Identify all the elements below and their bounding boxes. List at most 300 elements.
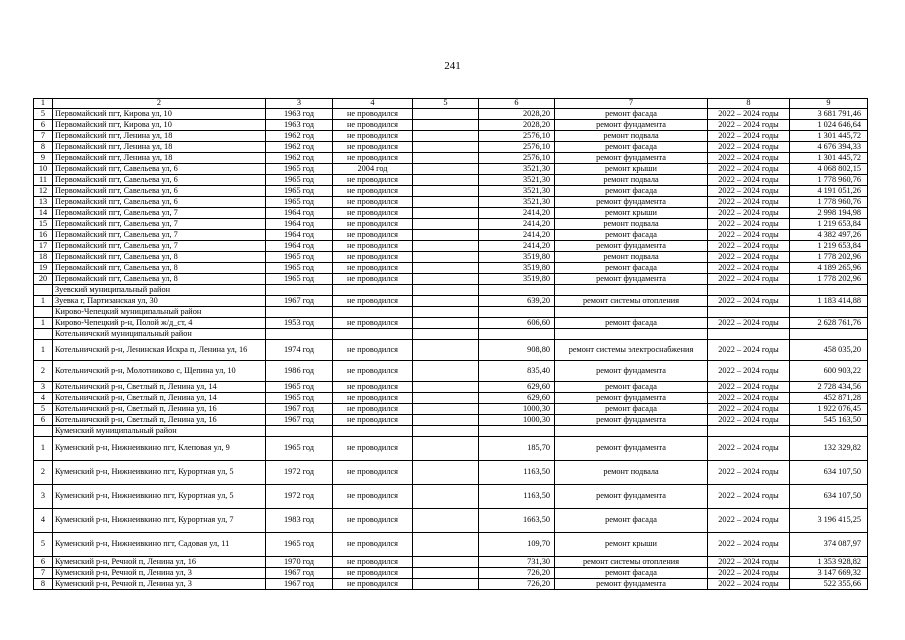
last-repair-year: не проводился xyxy=(333,186,413,197)
address: Первомайский пгт, Савельева ул, 6 xyxy=(53,164,266,175)
cost: 1 301 445,72 xyxy=(790,153,868,164)
build-year: 1963 год xyxy=(266,120,333,131)
area: 726,20 xyxy=(479,568,555,579)
column-number: 9 xyxy=(790,99,868,109)
cost: 1 778 202,96 xyxy=(790,252,868,263)
column-5 xyxy=(413,263,479,274)
period: 2022 – 2024 годы xyxy=(708,393,790,404)
column-5 xyxy=(413,175,479,186)
period: 2022 – 2024 годы xyxy=(708,485,790,509)
address: Котельничский р-н, Светлый п, Ленина ул, 14 xyxy=(53,393,266,404)
cost: 2 728 434,56 xyxy=(790,382,868,393)
table-row xyxy=(34,361,868,382)
period: 2022 – 2024 годы xyxy=(708,568,790,579)
column-5 xyxy=(413,329,479,340)
area: 731,30 xyxy=(479,557,555,568)
build-year: 1965 год xyxy=(266,186,333,197)
build-year: 1965 год xyxy=(266,197,333,208)
page-number: 241 xyxy=(444,60,461,72)
period: 2022 – 2024 годы xyxy=(708,208,790,219)
table-row xyxy=(34,219,868,230)
area: 3519,80 xyxy=(479,252,555,263)
table-row xyxy=(34,186,868,197)
table-row xyxy=(34,579,868,590)
row-number: 16 xyxy=(34,230,53,241)
period xyxy=(708,307,790,318)
build-year: 1965 год xyxy=(266,175,333,186)
work-type: ремонт фундамента xyxy=(555,361,708,382)
row-number: 2 xyxy=(34,461,53,485)
cost: 3 147 669,32 xyxy=(790,568,868,579)
last-repair-year: не проводился xyxy=(333,461,413,485)
row-number: 1 xyxy=(34,340,53,361)
row-number xyxy=(34,426,53,437)
cost: 545 163,50 xyxy=(790,415,868,426)
area: 1163,50 xyxy=(479,461,555,485)
period: 2022 – 2024 годы xyxy=(708,164,790,175)
period: 2022 – 2024 годы xyxy=(708,318,790,329)
row-number xyxy=(34,285,53,296)
table-row xyxy=(34,557,868,568)
cost: 522 355,66 xyxy=(790,579,868,590)
table-row xyxy=(34,230,868,241)
work-type: ремонт фундамента xyxy=(555,415,708,426)
work-type: ремонт фундамента xyxy=(555,485,708,509)
work-type: ремонт фасада xyxy=(555,142,708,153)
work-type: ремонт системы электроснабжения xyxy=(555,340,708,361)
period: 2022 – 2024 годы xyxy=(708,197,790,208)
address: Первомайский пгт, Савельева ул, 6 xyxy=(53,175,266,186)
cost xyxy=(790,426,868,437)
row-number: 7 xyxy=(34,568,53,579)
area xyxy=(479,329,555,340)
area: 185,70 xyxy=(479,437,555,461)
table-row xyxy=(34,120,868,131)
work-type: ремонт фундамента xyxy=(555,120,708,131)
work-type: ремонт фасада xyxy=(555,263,708,274)
table-row xyxy=(34,568,868,579)
address: Первомайский пгт, Ленина ул, 18 xyxy=(53,131,266,142)
area: 2576,10 xyxy=(479,153,555,164)
cost: 1 219 653,84 xyxy=(790,219,868,230)
area xyxy=(479,426,555,437)
build-year: 1965 год xyxy=(266,533,333,557)
address: Первомайский пгт, Савельева ул, 8 xyxy=(53,252,266,263)
build-year: 1983 год xyxy=(266,509,333,533)
cost: 634 107,50 xyxy=(790,461,868,485)
build-year xyxy=(266,285,333,296)
last-repair-year: не проводился xyxy=(333,219,413,230)
cost: 458 035,20 xyxy=(790,340,868,361)
area: 1000,30 xyxy=(479,404,555,415)
table-row xyxy=(34,509,868,533)
cost: 3 196 415,25 xyxy=(790,509,868,533)
table-row xyxy=(34,197,868,208)
row-number: 17 xyxy=(34,241,53,252)
row-number: 1 xyxy=(34,318,53,329)
area: 2414,20 xyxy=(479,219,555,230)
last-repair-year xyxy=(333,285,413,296)
address: Первомайский пгт, Савельева ул, 6 xyxy=(53,197,266,208)
last-repair-year: не проводился xyxy=(333,557,413,568)
work-type: ремонт системы отопления xyxy=(555,296,708,307)
work-type: ремонт фундамента xyxy=(555,437,708,461)
table-row xyxy=(34,263,868,274)
last-repair-year: не проводился xyxy=(333,197,413,208)
table-row xyxy=(34,241,868,252)
build-year: 1970 год xyxy=(266,557,333,568)
district-section-row xyxy=(34,329,868,340)
row-number: 1 xyxy=(34,437,53,461)
work-type: ремонт подвала xyxy=(555,175,708,186)
row-number: 3 xyxy=(34,382,53,393)
area: 3519,80 xyxy=(479,263,555,274)
work-type: ремонт фундамента xyxy=(555,153,708,164)
table-row xyxy=(34,318,868,329)
area: 2414,20 xyxy=(479,208,555,219)
last-repair-year: не проводился xyxy=(333,230,413,241)
column-5 xyxy=(413,230,479,241)
cost: 4 676 394,33 xyxy=(790,142,868,153)
address: Куменский р-н, Речной п, Ленина ул, 3 xyxy=(53,568,266,579)
build-year: 1974 год xyxy=(266,340,333,361)
area: 2414,20 xyxy=(479,241,555,252)
work-type: ремонт фундамента xyxy=(555,241,708,252)
row-number: 3 xyxy=(34,485,53,509)
address: Первомайский пгт, Савельева ул, 7 xyxy=(53,219,266,230)
area: 606,60 xyxy=(479,318,555,329)
row-number: 9 xyxy=(34,153,53,164)
work-type xyxy=(555,285,708,296)
work-type: ремонт системы отопления xyxy=(555,557,708,568)
column-5 xyxy=(413,153,479,164)
area xyxy=(479,307,555,318)
table-row xyxy=(34,142,868,153)
period: 2022 – 2024 годы xyxy=(708,109,790,120)
build-year xyxy=(266,426,333,437)
row-number: 10 xyxy=(34,164,53,175)
column-5 xyxy=(413,415,479,426)
column-5 xyxy=(413,219,479,230)
column-5 xyxy=(413,285,479,296)
column-5 xyxy=(413,579,479,590)
area: 2576,10 xyxy=(479,131,555,142)
table-row xyxy=(34,109,868,120)
build-year: 1963 год xyxy=(266,109,333,120)
column-5 xyxy=(413,509,479,533)
cost: 600 903,22 xyxy=(790,361,868,382)
last-repair-year xyxy=(333,329,413,340)
repair-program-table xyxy=(33,98,868,590)
build-year: 1953 год xyxy=(266,318,333,329)
row-number: 18 xyxy=(34,252,53,263)
column-5 xyxy=(413,437,479,461)
row-number: 6 xyxy=(34,557,53,568)
address: Куменский р-н, Речной п, Ленина ул, 16 xyxy=(53,557,266,568)
build-year: 1962 год xyxy=(266,131,333,142)
work-type: ремонт фасада xyxy=(555,186,708,197)
last-repair-year: не проводился xyxy=(333,437,413,461)
period: 2022 – 2024 годы xyxy=(708,252,790,263)
column-number: 2 xyxy=(53,99,266,109)
last-repair-year: не проводился xyxy=(333,533,413,557)
build-year: 1967 год xyxy=(266,568,333,579)
address: Первомайский пгт, Ленина ул, 18 xyxy=(53,142,266,153)
last-repair-year: не проводился xyxy=(333,263,413,274)
district-name: Котельничский муниципальный район xyxy=(53,329,266,340)
last-repair-year: не проводился xyxy=(333,252,413,263)
address: Первомайский пгт, Кирова ул, 10 xyxy=(53,109,266,120)
cost: 4 068 802,15 xyxy=(790,164,868,175)
table-row xyxy=(34,485,868,509)
last-repair-year xyxy=(333,426,413,437)
area: 3521,30 xyxy=(479,197,555,208)
period: 2022 – 2024 годы xyxy=(708,230,790,241)
table-row xyxy=(34,274,868,285)
address: Первомайский пгт, Савельева ул, 8 xyxy=(53,263,266,274)
period: 2022 – 2024 годы xyxy=(708,579,790,590)
cost: 3 681 791,46 xyxy=(790,109,868,120)
last-repair-year: не проводился xyxy=(333,318,413,329)
area: 2576,10 xyxy=(479,142,555,153)
period: 2022 – 2024 годы xyxy=(708,533,790,557)
row-number: 7 xyxy=(34,131,53,142)
area: 109,70 xyxy=(479,533,555,557)
column-number-row xyxy=(34,99,868,109)
period: 2022 – 2024 годы xyxy=(708,382,790,393)
area: 2028,20 xyxy=(479,109,555,120)
column-5 xyxy=(413,208,479,219)
cost: 634 107,50 xyxy=(790,485,868,509)
address: Куменский р-н, Нижнеивкино пгт, Курортная ул, 5 xyxy=(53,485,266,509)
period: 2022 – 2024 годы xyxy=(708,219,790,230)
row-number: 11 xyxy=(34,175,53,186)
last-repair-year: не проводился xyxy=(333,142,413,153)
period: 2022 – 2024 годы xyxy=(708,437,790,461)
last-repair-year: не проводился xyxy=(333,175,413,186)
build-year: 1967 год xyxy=(266,296,333,307)
period: 2022 – 2024 годы xyxy=(708,274,790,285)
build-year: 1964 год xyxy=(266,208,333,219)
column-5 xyxy=(413,557,479,568)
row-number: 6 xyxy=(34,415,53,426)
column-5 xyxy=(413,361,479,382)
period: 2022 – 2024 годы xyxy=(708,415,790,426)
period: 2022 – 2024 годы xyxy=(708,153,790,164)
last-repair-year: не проводился xyxy=(333,340,413,361)
column-5 xyxy=(413,241,479,252)
row-number: 5 xyxy=(34,109,53,120)
last-repair-year: не проводился xyxy=(333,579,413,590)
address: Первомайский пгт, Савельева ул, 7 xyxy=(53,241,266,252)
column-5 xyxy=(413,393,479,404)
row-number: 5 xyxy=(34,404,53,415)
last-repair-year: 2004 год xyxy=(333,164,413,175)
cost: 452 871,28 xyxy=(790,393,868,404)
work-type: ремонт фасада xyxy=(555,109,708,120)
cost: 374 087,97 xyxy=(790,533,868,557)
last-repair-year: не проводился xyxy=(333,241,413,252)
column-5 xyxy=(413,131,479,142)
column-5 xyxy=(413,274,479,285)
address: Кирово-Чепецкий р-н, Полой ж/д_ст, 4 xyxy=(53,318,266,329)
column-5 xyxy=(413,382,479,393)
work-type: ремонт фундамента xyxy=(555,274,708,285)
work-type: ремонт подвала xyxy=(555,219,708,230)
last-repair-year: не проводился xyxy=(333,415,413,426)
work-type: ремонт фасада xyxy=(555,509,708,533)
period: 2022 – 2024 годы xyxy=(708,142,790,153)
work-type: ремонт фундамента xyxy=(555,197,708,208)
period: 2022 – 2024 годы xyxy=(708,404,790,415)
area: 3521,30 xyxy=(479,175,555,186)
cost: 1 778 960,76 xyxy=(790,197,868,208)
period: 2022 – 2024 годы xyxy=(708,340,790,361)
build-year: 1965 год xyxy=(266,382,333,393)
column-number: 5 xyxy=(413,99,479,109)
last-repair-year: не проводился xyxy=(333,208,413,219)
address: Первомайский пгт, Савельева ул, 6 xyxy=(53,186,266,197)
table-row xyxy=(34,393,868,404)
build-year xyxy=(266,307,333,318)
last-repair-year: не проводился xyxy=(333,361,413,382)
area: 1663,50 xyxy=(479,509,555,533)
address: Куменский р-н, Нижнеивкино пгт, Клеповая ул, 9 xyxy=(53,437,266,461)
build-year: 1986 год xyxy=(266,361,333,382)
build-year: 1972 год xyxy=(266,485,333,509)
row-number: 4 xyxy=(34,393,53,404)
district-name: Зуевский муниципальный район xyxy=(53,285,266,296)
build-year: 1962 год xyxy=(266,153,333,164)
table-row xyxy=(34,382,868,393)
column-5 xyxy=(413,426,479,437)
table-row xyxy=(34,461,868,485)
address: Первомайский пгт, Савельева ул, 7 xyxy=(53,208,266,219)
work-type: ремонт крыши xyxy=(555,164,708,175)
cost xyxy=(790,329,868,340)
last-repair-year xyxy=(333,307,413,318)
cost: 2 998 194,98 xyxy=(790,208,868,219)
build-year: 1962 год xyxy=(266,142,333,153)
column-5 xyxy=(413,109,479,120)
table-row xyxy=(34,415,868,426)
column-number: 8 xyxy=(708,99,790,109)
work-type xyxy=(555,426,708,437)
column-5 xyxy=(413,568,479,579)
column-5 xyxy=(413,142,479,153)
column-5 xyxy=(413,186,479,197)
cost: 1 024 646,64 xyxy=(790,120,868,131)
row-number: 8 xyxy=(34,579,53,590)
work-type: ремонт подвала xyxy=(555,252,708,263)
area: 1163,50 xyxy=(479,485,555,509)
table-row xyxy=(34,437,868,461)
area: 3521,30 xyxy=(479,186,555,197)
row-number xyxy=(34,329,53,340)
column-number: 1 xyxy=(34,99,53,109)
table-row xyxy=(34,131,868,142)
row-number: 2 xyxy=(34,361,53,382)
address: Котельничский р-н, Молотниково с, Щепина ул, 10 xyxy=(53,361,266,382)
period: 2022 – 2024 годы xyxy=(708,263,790,274)
address: Зуевка г, Партизанская ул, 30 xyxy=(53,296,266,307)
build-year: 1965 год xyxy=(266,252,333,263)
row-number: 6 xyxy=(34,120,53,131)
build-year: 1965 год xyxy=(266,393,333,404)
last-repair-year: не проводился xyxy=(333,485,413,509)
work-type: ремонт фасада xyxy=(555,568,708,579)
last-repair-year: не проводился xyxy=(333,404,413,415)
period xyxy=(708,329,790,340)
column-number: 4 xyxy=(333,99,413,109)
row-number: 5 xyxy=(34,533,53,557)
work-type xyxy=(555,307,708,318)
column-5 xyxy=(413,485,479,509)
row-number: 20 xyxy=(34,274,53,285)
work-type: ремонт фундамента xyxy=(555,393,708,404)
column-5 xyxy=(413,533,479,557)
row-number: 8 xyxy=(34,142,53,153)
address: Первомайский пгт, Савельева ул, 7 xyxy=(53,230,266,241)
period: 2022 – 2024 годы xyxy=(708,131,790,142)
build-year: 1964 год xyxy=(266,219,333,230)
row-number: 15 xyxy=(34,219,53,230)
district-section-row xyxy=(34,285,868,296)
cost: 1 778 202,96 xyxy=(790,274,868,285)
last-repair-year: не проводился xyxy=(333,274,413,285)
row-number xyxy=(34,307,53,318)
last-repair-year: не проводился xyxy=(333,109,413,120)
work-type: ремонт фундамента xyxy=(555,579,708,590)
build-year: 1964 год xyxy=(266,230,333,241)
work-type: ремонт крыши xyxy=(555,533,708,557)
district-name: Куменский муниципальный район xyxy=(53,426,266,437)
build-year: 1972 год xyxy=(266,461,333,485)
address: Первомайский пгт, Кирова ул, 10 xyxy=(53,120,266,131)
area: 629,60 xyxy=(479,382,555,393)
period: 2022 – 2024 годы xyxy=(708,296,790,307)
period: 2022 – 2024 годы xyxy=(708,509,790,533)
area: 908,80 xyxy=(479,340,555,361)
area: 835,40 xyxy=(479,361,555,382)
column-5 xyxy=(413,307,479,318)
column-5 xyxy=(413,340,479,361)
build-year: 1965 год xyxy=(266,437,333,461)
table-row xyxy=(34,340,868,361)
build-year: 1964 год xyxy=(266,241,333,252)
work-type: ремонт фасада xyxy=(555,382,708,393)
column-5 xyxy=(413,461,479,485)
column-5 xyxy=(413,404,479,415)
row-number: 19 xyxy=(34,263,53,274)
area: 3519,80 xyxy=(479,274,555,285)
cost: 1 353 928,82 xyxy=(790,557,868,568)
cost xyxy=(790,307,868,318)
row-number: 14 xyxy=(34,208,53,219)
cost: 4 189 265,96 xyxy=(790,263,868,274)
column-5 xyxy=(413,252,479,263)
column-5 xyxy=(413,296,479,307)
build-year: 1967 год xyxy=(266,415,333,426)
address: Куменский р-н, Нижнеивкино пгт, Садовая ул, 11 xyxy=(53,533,266,557)
row-number: 4 xyxy=(34,509,53,533)
row-number: 12 xyxy=(34,186,53,197)
last-repair-year: не проводился xyxy=(333,296,413,307)
last-repair-year: не проводился xyxy=(333,120,413,131)
area: 3521,30 xyxy=(479,164,555,175)
work-type: ремонт фасада xyxy=(555,230,708,241)
last-repair-year: не проводился xyxy=(333,568,413,579)
